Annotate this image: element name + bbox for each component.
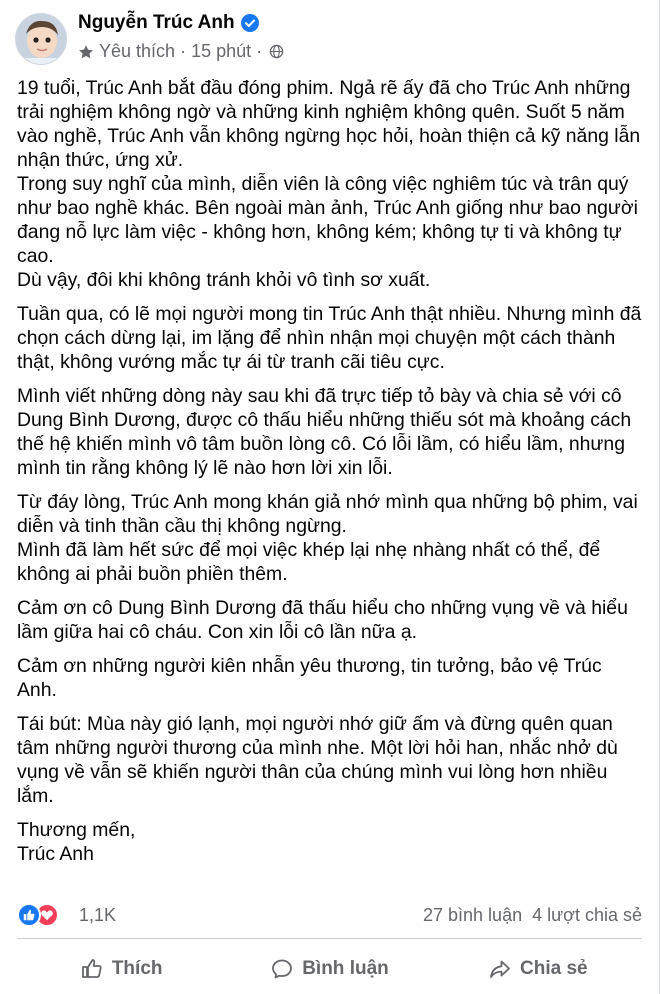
star-icon — [78, 44, 94, 60]
comment-label: Bình luận — [302, 958, 389, 979]
like-reaction-icon — [17, 903, 41, 927]
thumbs-up-icon — [80, 957, 104, 981]
reaction-icons[interactable] — [17, 902, 69, 928]
verified-badge-icon — [241, 14, 259, 32]
post-paragraph: Cảm ơn những người kiên nhẫn yêu thương, tin tưởng, bảo vệ Trúc Anh. — [17, 655, 602, 701]
post-header — [12, 10, 642, 70]
meta-separator-2: · — [256, 41, 263, 61]
post-meta — [78, 41, 284, 62]
author-name[interactable] — [78, 12, 259, 34]
post-paragraph: Từ đáy lòng, Trúc Anh mong khán giả nhớ mình qua những bộ phim, vai diễn và tinh thần cầu thị không ngừng. Mình đã làm hết sức để mọi việc khép lại nhẹ nhàng nhất có thể, để không ai phải buồn phiền thêm. — [17, 491, 638, 585]
post-stats — [17, 898, 642, 932]
like-button[interactable] — [17, 944, 225, 994]
post-paragraph: 19 tuổi, Trúc Anh bắt đầu đóng phim. Ngả rẽ ấy đã cho Trúc Anh những trải nghiệm không ngờ và những kinh nghiệm không quên. Suốt 5 năm vào nghề, Trúc Anh vẫn không ngừng học hỏi, hoàn thiện cả kỹ năng lẫn nhận thức, ứng xử. Trong suy nghĩ của mình, diễn viên là công việc nghiêm túc và trân quý như bao nghề khác. Bên ngoài màn ảnh, Trúc Anh giống như bao người đang nỗ lực làm việc - không hơn, không kém; không tự ti và không tự cao. Dù vậy, đôi khi không tránh khỏi vô tình sơ xuất. — [17, 77, 641, 291]
avatar[interactable] — [15, 13, 67, 65]
share-label: Chia sẻ — [520, 958, 588, 979]
divider — [17, 938, 642, 939]
share-icon — [488, 957, 512, 981]
post-body — [17, 76, 645, 876]
share-count[interactable]: 4 lượt chia sẻ — [532, 904, 642, 925]
post-paragraph: Tuần qua, có lẽ mọi người mong tin Trúc Anh thật nhiều. Nhưng mình đã chọn cách dừng lại, im lặng để nhìn nhận mọi chuyện một cách thành thật, không vướng mắc tự ái từ tranh cãi tiêu cực. — [17, 303, 642, 373]
reaction-count[interactable]: 1,1K — [79, 904, 117, 925]
comment-button[interactable] — [225, 944, 433, 994]
comment-icon — [270, 957, 294, 981]
meta-separator: · — [180, 41, 187, 61]
post-paragraph: Thương mến, Trúc Anh — [17, 819, 136, 865]
author-name-text[interactable]: Nguyễn Trúc Anh — [78, 12, 235, 33]
share-button[interactable] — [434, 944, 642, 994]
favorite-label[interactable]: Yêu thích — [99, 41, 176, 61]
post-time[interactable]: 15 phút — [191, 41, 252, 61]
post-paragraph: Cảm ơn cô Dung Bình Dương đã thấu hiểu cho những vụng về và hiểu lầm giữa hai cô cháu. Con xin lỗi cô lần nữa ạ. — [17, 597, 628, 643]
post-paragraph: Tái bút: Mùa này gió lạnh, mọi người nhớ giữ ấm và đừng quên quan tâm những người thương của mình nhe. Một lời hỏi han, nhắc nhở dù vụng về vẫn sẽ khiến người thân của chúng mình vui lòng hơn nhiều lắm. — [17, 713, 618, 807]
post-actions — [17, 944, 642, 994]
post-paragraph: Mình viết những dòng này sau khi đã trực tiếp tỏ bày và chia sẻ với cô Dung Bình Dương, được cô thấu hiểu những thiếu sót mà khoảng cách thế hệ khiến mình vô tâm buồn lòng cô. Có lỗi lầm, có hiểu lầm, nhưng mình tin rằng không lý lẽ nào hơn lời xin lỗi. — [17, 385, 632, 479]
globe-icon[interactable] — [269, 44, 284, 59]
engagement-counts — [423, 905, 642, 926]
comment-count[interactable]: 27 bình luận — [423, 904, 523, 925]
like-label: Thích — [111, 958, 163, 979]
